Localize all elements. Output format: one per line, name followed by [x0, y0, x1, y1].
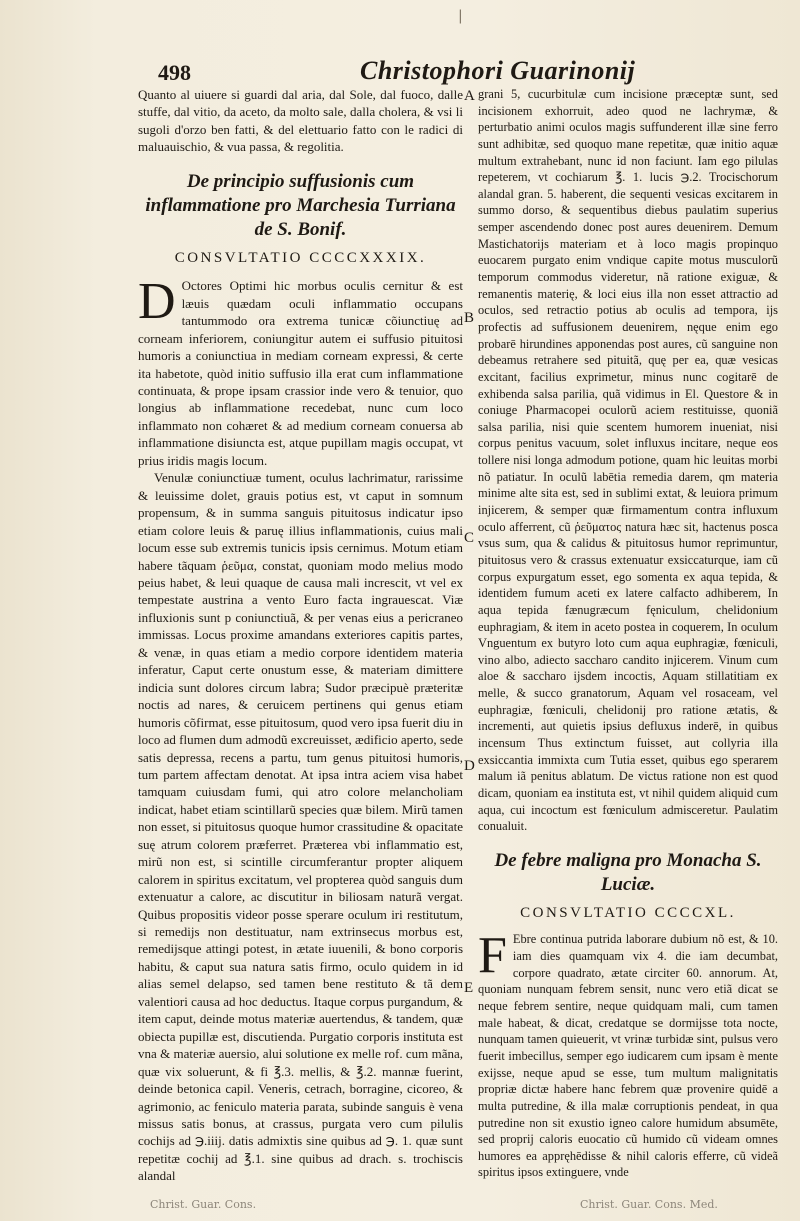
- margin-letter-b: B: [464, 310, 475, 326]
- dropcap-d: D: [138, 273, 176, 331]
- section-title-439: De principio suffusionis cum inflammatione pro Marchesia Turriana de S. Bonif.: [145, 170, 456, 240]
- margin-letter-a: A: [464, 88, 475, 104]
- consultatio-heading-439: CONSVLTATIO CCCCXXXIX.: [174, 249, 427, 266]
- library-stamp-left: Christ. Guar. Cons.: [150, 1198, 257, 1211]
- paragraph-439-continued: grani 5, cucurbitulæ cum incisione præceptæ sunt, sed incisionem exhorruit, adeo quod ne lachrymæ, & perturbatio animi oculos magis suffunderent illæ sine ferro sunt adhibitæ, sed quoquo mane repetitæ, quæ initio aquæ multum extrahebant, nunc id non faciunt. Iam ego pilulas repeterem, vt cochiarum ℥. 1. lucis ℈.2. Trocischorum alandal gran. 5. haberent, die sequenti vesicas excitarem in summo dorso, & sequentibus diebus paulatim superius semper ascendendo donec post aures deuenirem. Demum Mastichatorijs materiam et à loco magis propinquo euocarem purgato enim vndique capite motus musculorũ temporum commodus videretur, nã ratione exiguæ, & remanentis materię, & loci eius illa non esset attractio ad oculos, sed retractio potius ab oculis ad tempora, ijs profectis ad suffusionem deuenirem, nęque enim ego probarē hirundines apponendas post aures, cũ sanguine non debeamus retrahere sed pituitã, quę per ea, quæ vesicas excitant, facilius exprimetur, minus nunc cogitarē de exhibenda salsa parilia, quã vidimus in El. Questore & in coniuge Pharmacopei oculorũ aciem restituisse, quoniã salsa parilia, nisi quie scentem humorem inueniat, nisi corpus penitus vacuum, solet influxus incitare, neque eos tollere nisi longa admodum potione, quam hic leuitas morbi nõ patiatur. In oculũ labētia remedia darem, qm materia minime alte sita est, sed in sublimi extat, & leuiora primum injicerem, & semper quæ firmamentum contra influxum oculo afferrent, cũ ῥεῦματος natura hæc sit, hactenus posca vsus sum, qua & calidus & pituitosus humor reprimuntur, pituitosus vero & crassus extenuatur exsiccaturque, iam cũ corpus expurgatum esset, ego somenta ex aqua tepida, & identidem fumum aceti ex latere calfacto adhiberem, In aqua tepida fænugræcum fęniculum, chelidonium euphragiam, & item in aceto postea in coquerem, In oculum Vnguentum ex butyro loto cum aqua euphragiæ, fœniculi, vino albo, adiecto saccharo candito injicerem. Vinum cum aloe & saccharo ijsdem incoctis, Aquam stillatitiam ex melle, & succo granatorum, Aquam vel rosaceam, vel euphragiæ, fœniculi, chelidonij pro ratione ætatis, & incrementi, aut quietis ipsius defluxus inderē, in quibus incensum Thus extinctum fuisset, aut collyria illa exsiccantia immixta cum Tutia esset, quibus ego sperarem malum iã penitus ablatum. De victus ratione non est quod dicam, quoniam ea instituta est, vt nihil quidem aliquid cum aqua, cui incoctum est fœniculum admisceretur. Paulatim conualuit.: [478, 87, 778, 834]
- intro-paragraph: Quanto al uiuere si guardi dal aria, dal Sole, dal fuoco, dalle stuffe, dal vitio, da aceto, da molto sale, dalla cholera, & vsi li sugoli d'orzo ben fatti, & del elettuario fatto con le radici di maluauischio, & vua passa, & regolitia.: [138, 87, 463, 155]
- paragraph-439-1: Octores Optimi hic morbus oculis cernitur & est læuis quædam oculi inflammatio occupans tantummodo ora extrema tunicæ cõiunctiuę ad corneam inferiorem, coniungitur autem ei suffusio pituitosi humoris a coniunctiua in mediam corneam expressi, & certe ita habetote, quòd initio suffusio illa erat cum inflammatione continuata, & prope ipsam crassior inde vero & tenuior, quo longius ab inflammatione recedebat, nunc cum loco inflammato non cohæret & ad medium corneam conuersa ab inflammatione disiuncta est, atque pupillam magis occupat, vt prius iridis magis locum.: [138, 278, 463, 468]
- left-column: [138, 86, 463, 1185]
- margin-letter-e: E: [464, 980, 474, 996]
- dropcap-f: F: [478, 927, 507, 985]
- library-stamp-right: Christ. Guar. Cons. Med.: [580, 1198, 718, 1211]
- right-column: [478, 86, 778, 1181]
- paragraph-440-1: Ebre continua putrida laborare dubium nõ est, & 10. iam dies quamquam vix 4. die iam decumbat, corpore quadrato, ætate circiter 60. annorum. At, quoniam nunquam febrem sensit, nunc vero etiã dicat se neque febrem sentire, neque quidquam mali, cum tamen male habeat, & dicat, credatque se dormijsse tota nocte, nunquam tamen quieuerit, vt vrinæ turbidæ sint, pulsus vero fuerit imbecillus, semper ego iudicarem cum ipsam è mente exijsse, neque apud se esse, tum multum malignitatis propriæ dictæ habere hanc febrem quæ provenire quidē a multa putredine, & illa malæ corruptionis pendeat, in qua putredine non sit exustio igneo calore humidum absumēte, sed proprij caloris euocatio cũ humido cũ videam omnes humores ea appręhēdisse & nihil caloris efferre, cũ videã spiritus ipsos extinguere, vnde: [478, 932, 778, 1180]
- page-number: 498: [158, 60, 191, 85]
- section-title-440: De febre maligna pro Monacha S. Luciæ.: [494, 849, 762, 895]
- running-head: Christophori Guarinonij: [360, 56, 636, 85]
- margin-letter-c: C: [464, 530, 475, 546]
- consultatio-heading-440: CONSVLTATIO CCCCXL.: [520, 904, 736, 921]
- top-mark: |: [458, 8, 463, 24]
- paragraph-439-2: Venulæ coniunctiuæ tument, oculus lachrimatur, rarissime & leuissime dolet, grauis potius est, vt caput in somnum propensum, & in summa sanguis pituitosus indicatur ipso etiam colore leuis & paruę illius inflammationis, cuius mali locum esse sub extremis tunicis ipsis cernimus. Motum etiam habere tãquam ῥεῦμα, constat, quoniam modo melius modo peius habet, & leui quaque de causa mali increscit, vt vel ex tempestate austrina a vento Euro facta ingrauescat. Viæ influxionis sunt p coniunctiuã, & per venas eius a pericraneo immissas. Locus proxime amandans exteriores capitis partes, & venæ, in quas etiam a medio corpore identidem materia inferatur, Caput certe onustum esse, & materiam dimittere indicia sunt dolores circum labra; Sudor præcipuè præteritæ noctis ad nares, & ceruicem pertinens qui genus etiam humoris cõfirmat, esse pituitosum, quod vero ipsa fuerit diu in loco ad flumen dum admodũ excreuisset, ædificio aperto, sede satis depressa, recens a partu, tum genus pituitosi humoris, tum partem affectam denotat. At ipsa intra aciem visa habet tamquam cuiusdam fumi, qui atro colore melancholiam indicat, habet etiam scintillarũ species quæ bilem. Mirũ tamen non esset, si pituitosus quoque humor crassitudine & opacitate suę atrum colorem præferret. Præterea vbi inflammatio est, mirũ non est, si scintille circumferantur propter aliquem calorem in spiritus excitatum, vel propterea quòd sanguis dum extenuatur a calore, ac discutitur in biliosam naturã vergat. Quibus propositis videor posse sperare oculum iri restitutum, si remedijs non destituatur, nam extrinsecus morbus est, remedijsque attingi potest, in ætate iuuenili, & bono corporis habitu, & caput sua natura satis firmo, oculo quidem in id alias semel delapso, sed tamen bene restituto & tã dem valentiori causa ad hoc deductus. Itaque corpus purgandum, & item caput, deinde motus materiæ auertendus, & tandem, quæ obiecta pupillæ est, discutienda. Purgatio corporis instituta est vna & materiæ auersio, alui solutione ex melle rof. cum mãna, quæ vix soluerunt, & fi ℥.3. mellis, & ℥.2. mannæ fuerint, deinde betonica capil. Veneris, cetrach, borragine, cicoreo, & agrimonio, ac feniculo materia parata, subinde sanguis è vena missus satis bonus, at crassus, purgata vero cum pilulis cochijs ad ℈.iiij. datis admixtis sine quibus ad ℈. 1. quæ sunt repetitæ cochij ad ℥.1. sine quibus ad drach. s. trochiscis alandal: [138, 470, 463, 1184]
- page-header: [150, 50, 770, 86]
- margin-letter-d: D: [464, 758, 475, 774]
